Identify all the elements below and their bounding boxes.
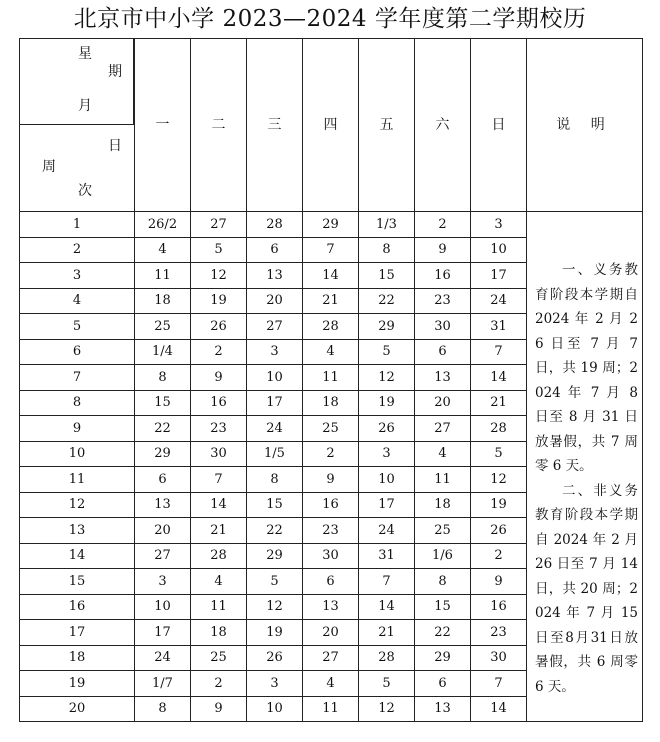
day-header-fri: 五 [359,39,415,212]
date-cell: 21 [359,620,415,646]
date-cell: 26 [359,416,415,442]
date-cell: 1/3 [359,212,415,238]
week-number-cell: 2 [20,237,135,263]
date-cell: 27 [135,543,191,569]
week-number-cell: 13 [20,518,135,544]
date-cell: 8 [359,237,415,263]
date-cell: 16 [415,263,471,289]
date-cell: 12 [247,594,303,620]
date-cell: 22 [247,518,303,544]
date-cell: 11 [303,696,359,722]
note-paragraph: 一、义务教育阶段本学期自 2024 年 2 月 26 日至 7 月 7 日，共 19 周；2024 年 7 月 8 日至 8 月 31 日放暑假，共 7 周零 6 天。 [535,262,638,474]
week-number-cell: 12 [20,492,135,518]
week-number-cell: 4 [20,288,135,314]
day-header-sat: 六 [415,39,471,212]
week-number-cell: 11 [20,467,135,493]
date-cell: 19 [191,288,247,314]
week-number-cell: 14 [20,543,135,569]
date-cell: 27 [191,212,247,238]
date-cell: 14 [359,594,415,620]
date-cell: 22 [415,620,471,646]
page-title: 北京市中小学 2023—2024 学年度第二学期校历 [73,6,587,32]
date-cell: 10 [247,696,303,722]
date-cell: 15 [359,263,415,289]
date-cell: 29 [303,212,359,238]
date-cell: 12 [471,467,527,493]
day-header-wed: 三 [247,39,303,212]
date-cell: 7 [471,671,527,697]
week-number-cell: 3 [20,263,135,289]
date-cell: 6 [415,339,471,365]
week-number-cell: 18 [20,645,135,671]
week-number-cell: 6 [20,339,135,365]
date-cell: 29 [135,441,191,467]
date-cell: 6 [303,569,359,595]
date-cell: 31 [471,314,527,340]
date-cell: 17 [247,390,303,416]
date-cell: 11 [303,365,359,391]
date-cell: 4 [415,441,471,467]
date-cell: 18 [191,620,247,646]
date-cell: 5 [471,441,527,467]
notes-cell [527,212,643,722]
date-cell: 22 [135,416,191,442]
date-cell: 12 [191,263,247,289]
date-cell: 13 [247,263,303,289]
date-cell: 14 [471,365,527,391]
date-cell: 10 [135,594,191,620]
day-header-mon: 一 [135,39,191,212]
week-number-cell: 20 [20,696,135,722]
date-cell: 1/7 [135,671,191,697]
date-cell: 21 [303,288,359,314]
date-cell: 1/6 [415,543,471,569]
date-cell: 4 [303,339,359,365]
corner-label-ci: 次 [78,183,92,199]
week-number-cell: 15 [20,569,135,595]
day-header-tue: 二 [191,39,247,212]
date-cell: 4 [135,237,191,263]
date-cell: 5 [359,671,415,697]
date-cell: 27 [415,416,471,442]
date-cell: 18 [415,492,471,518]
date-cell: 12 [359,696,415,722]
date-cell: 20 [247,288,303,314]
date-cell: 17 [135,620,191,646]
date-cell: 26 [247,645,303,671]
date-cell: 14 [303,263,359,289]
date-cell: 28 [303,314,359,340]
date-cell: 24 [359,518,415,544]
school-calendar-table [19,38,643,722]
week-number-cell: 1 [20,212,135,238]
date-cell: 24 [471,288,527,314]
day-header-thu: 四 [303,39,359,212]
date-cell: 31 [359,543,415,569]
week-number-cell: 9 [20,416,135,442]
date-cell: 17 [471,263,527,289]
date-cell: 27 [303,645,359,671]
date-cell: 16 [191,390,247,416]
date-cell: 23 [303,518,359,544]
date-cell: 16 [303,492,359,518]
date-cell: 18 [135,288,191,314]
date-cell: 26 [191,314,247,340]
date-cell: 28 [191,543,247,569]
date-cell: 8 [135,696,191,722]
date-cell: 25 [191,645,247,671]
date-cell: 8 [247,467,303,493]
date-cell: 3 [247,671,303,697]
date-cell: 30 [191,441,247,467]
date-cell: 19 [247,620,303,646]
date-cell: 3 [359,441,415,467]
date-cell: 29 [359,314,415,340]
week-number-cell: 19 [20,671,135,697]
date-cell: 8 [415,569,471,595]
date-cell: 28 [471,416,527,442]
week-number-cell: 5 [20,314,135,340]
date-cell: 3 [247,339,303,365]
date-cell: 5 [247,569,303,595]
date-cell: 6 [135,467,191,493]
date-cell: 26 [471,518,527,544]
date-cell: 30 [471,645,527,671]
date-cell: 17 [359,492,415,518]
date-cell: 13 [415,696,471,722]
date-cell: 7 [471,339,527,365]
date-cell: 10 [471,237,527,263]
corner-label-ri: 日 [108,138,122,154]
date-cell: 9 [191,365,247,391]
corner-label-qi: 期 [108,64,122,80]
date-cell: 5 [359,339,415,365]
date-cell: 6 [247,237,303,263]
date-cell: 16 [471,594,527,620]
week-number-cell: 16 [20,594,135,620]
day-header-sun: 日 [471,39,527,212]
date-cell: 7 [359,569,415,595]
corner-label-yue: 月 [78,98,92,114]
date-cell: 19 [471,492,527,518]
note-paragraph: 二、非义务教育阶段本学期自 2024 年 2 月 26 日至 7 月 14 日，共 20 周；2024 年 7 月 15 日至8月31日放暑假，共 6 周零 6 天。 [535,482,638,695]
date-cell: 15 [415,594,471,620]
corner-label-xing: 星 [78,46,92,62]
date-cell: 13 [415,365,471,391]
date-cell: 20 [415,390,471,416]
date-cell: 2 [191,339,247,365]
date-cell: 20 [303,620,359,646]
date-cell: 2 [191,671,247,697]
date-cell: 2 [303,441,359,467]
date-cell: 3 [471,212,527,238]
date-cell: 30 [303,543,359,569]
date-cell: 23 [471,620,527,646]
date-cell: 4 [191,569,247,595]
date-cell: 10 [247,365,303,391]
date-cell: 13 [135,492,191,518]
date-cell: 6 [415,671,471,697]
date-cell: 3 [135,569,191,595]
corner-month-box [20,39,134,125]
corner-header-cell [20,39,135,212]
corner-label-zhou: 周 [42,159,56,175]
date-cell: 25 [303,416,359,442]
date-cell: 11 [135,263,191,289]
date-cell: 23 [415,288,471,314]
date-cell: 8 [135,365,191,391]
date-cell: 21 [471,390,527,416]
date-cell: 29 [415,645,471,671]
date-cell: 26/2 [135,212,191,238]
date-cell: 29 [247,543,303,569]
date-cell: 28 [247,212,303,238]
date-cell: 27 [247,314,303,340]
date-cell: 15 [135,390,191,416]
date-cell: 25 [415,518,471,544]
date-cell: 1/5 [247,441,303,467]
date-cell: 2 [471,543,527,569]
date-cell: 18 [303,390,359,416]
date-cell: 11 [191,594,247,620]
date-cell: 12 [359,365,415,391]
date-cell: 9 [471,569,527,595]
date-cell: 30 [415,314,471,340]
date-cell: 19 [359,390,415,416]
date-cell: 25 [135,314,191,340]
notes-header: 说 明 [527,39,643,212]
date-cell: 13 [303,594,359,620]
date-cell: 14 [191,492,247,518]
date-cell: 1/4 [135,339,191,365]
date-cell: 9 [303,467,359,493]
date-cell: 24 [247,416,303,442]
date-cell: 24 [135,645,191,671]
date-cell: 11 [415,467,471,493]
date-cell: 20 [135,518,191,544]
week-number-cell: 7 [20,365,135,391]
date-cell: 2 [415,212,471,238]
date-cell: 28 [359,645,415,671]
date-cell: 10 [359,467,415,493]
table-row [20,212,643,238]
date-cell: 9 [191,696,247,722]
date-cell: 5 [191,237,247,263]
date-cell: 15 [247,492,303,518]
date-cell: 7 [191,467,247,493]
date-cell: 7 [303,237,359,263]
date-cell: 21 [191,518,247,544]
date-cell: 4 [303,671,359,697]
date-cell: 22 [359,288,415,314]
week-number-cell: 17 [20,620,135,646]
date-cell: 14 [471,696,527,722]
week-number-cell: 10 [20,441,135,467]
date-cell: 23 [191,416,247,442]
date-cell: 9 [415,237,471,263]
header-row [20,39,643,212]
week-number-cell: 8 [20,390,135,416]
